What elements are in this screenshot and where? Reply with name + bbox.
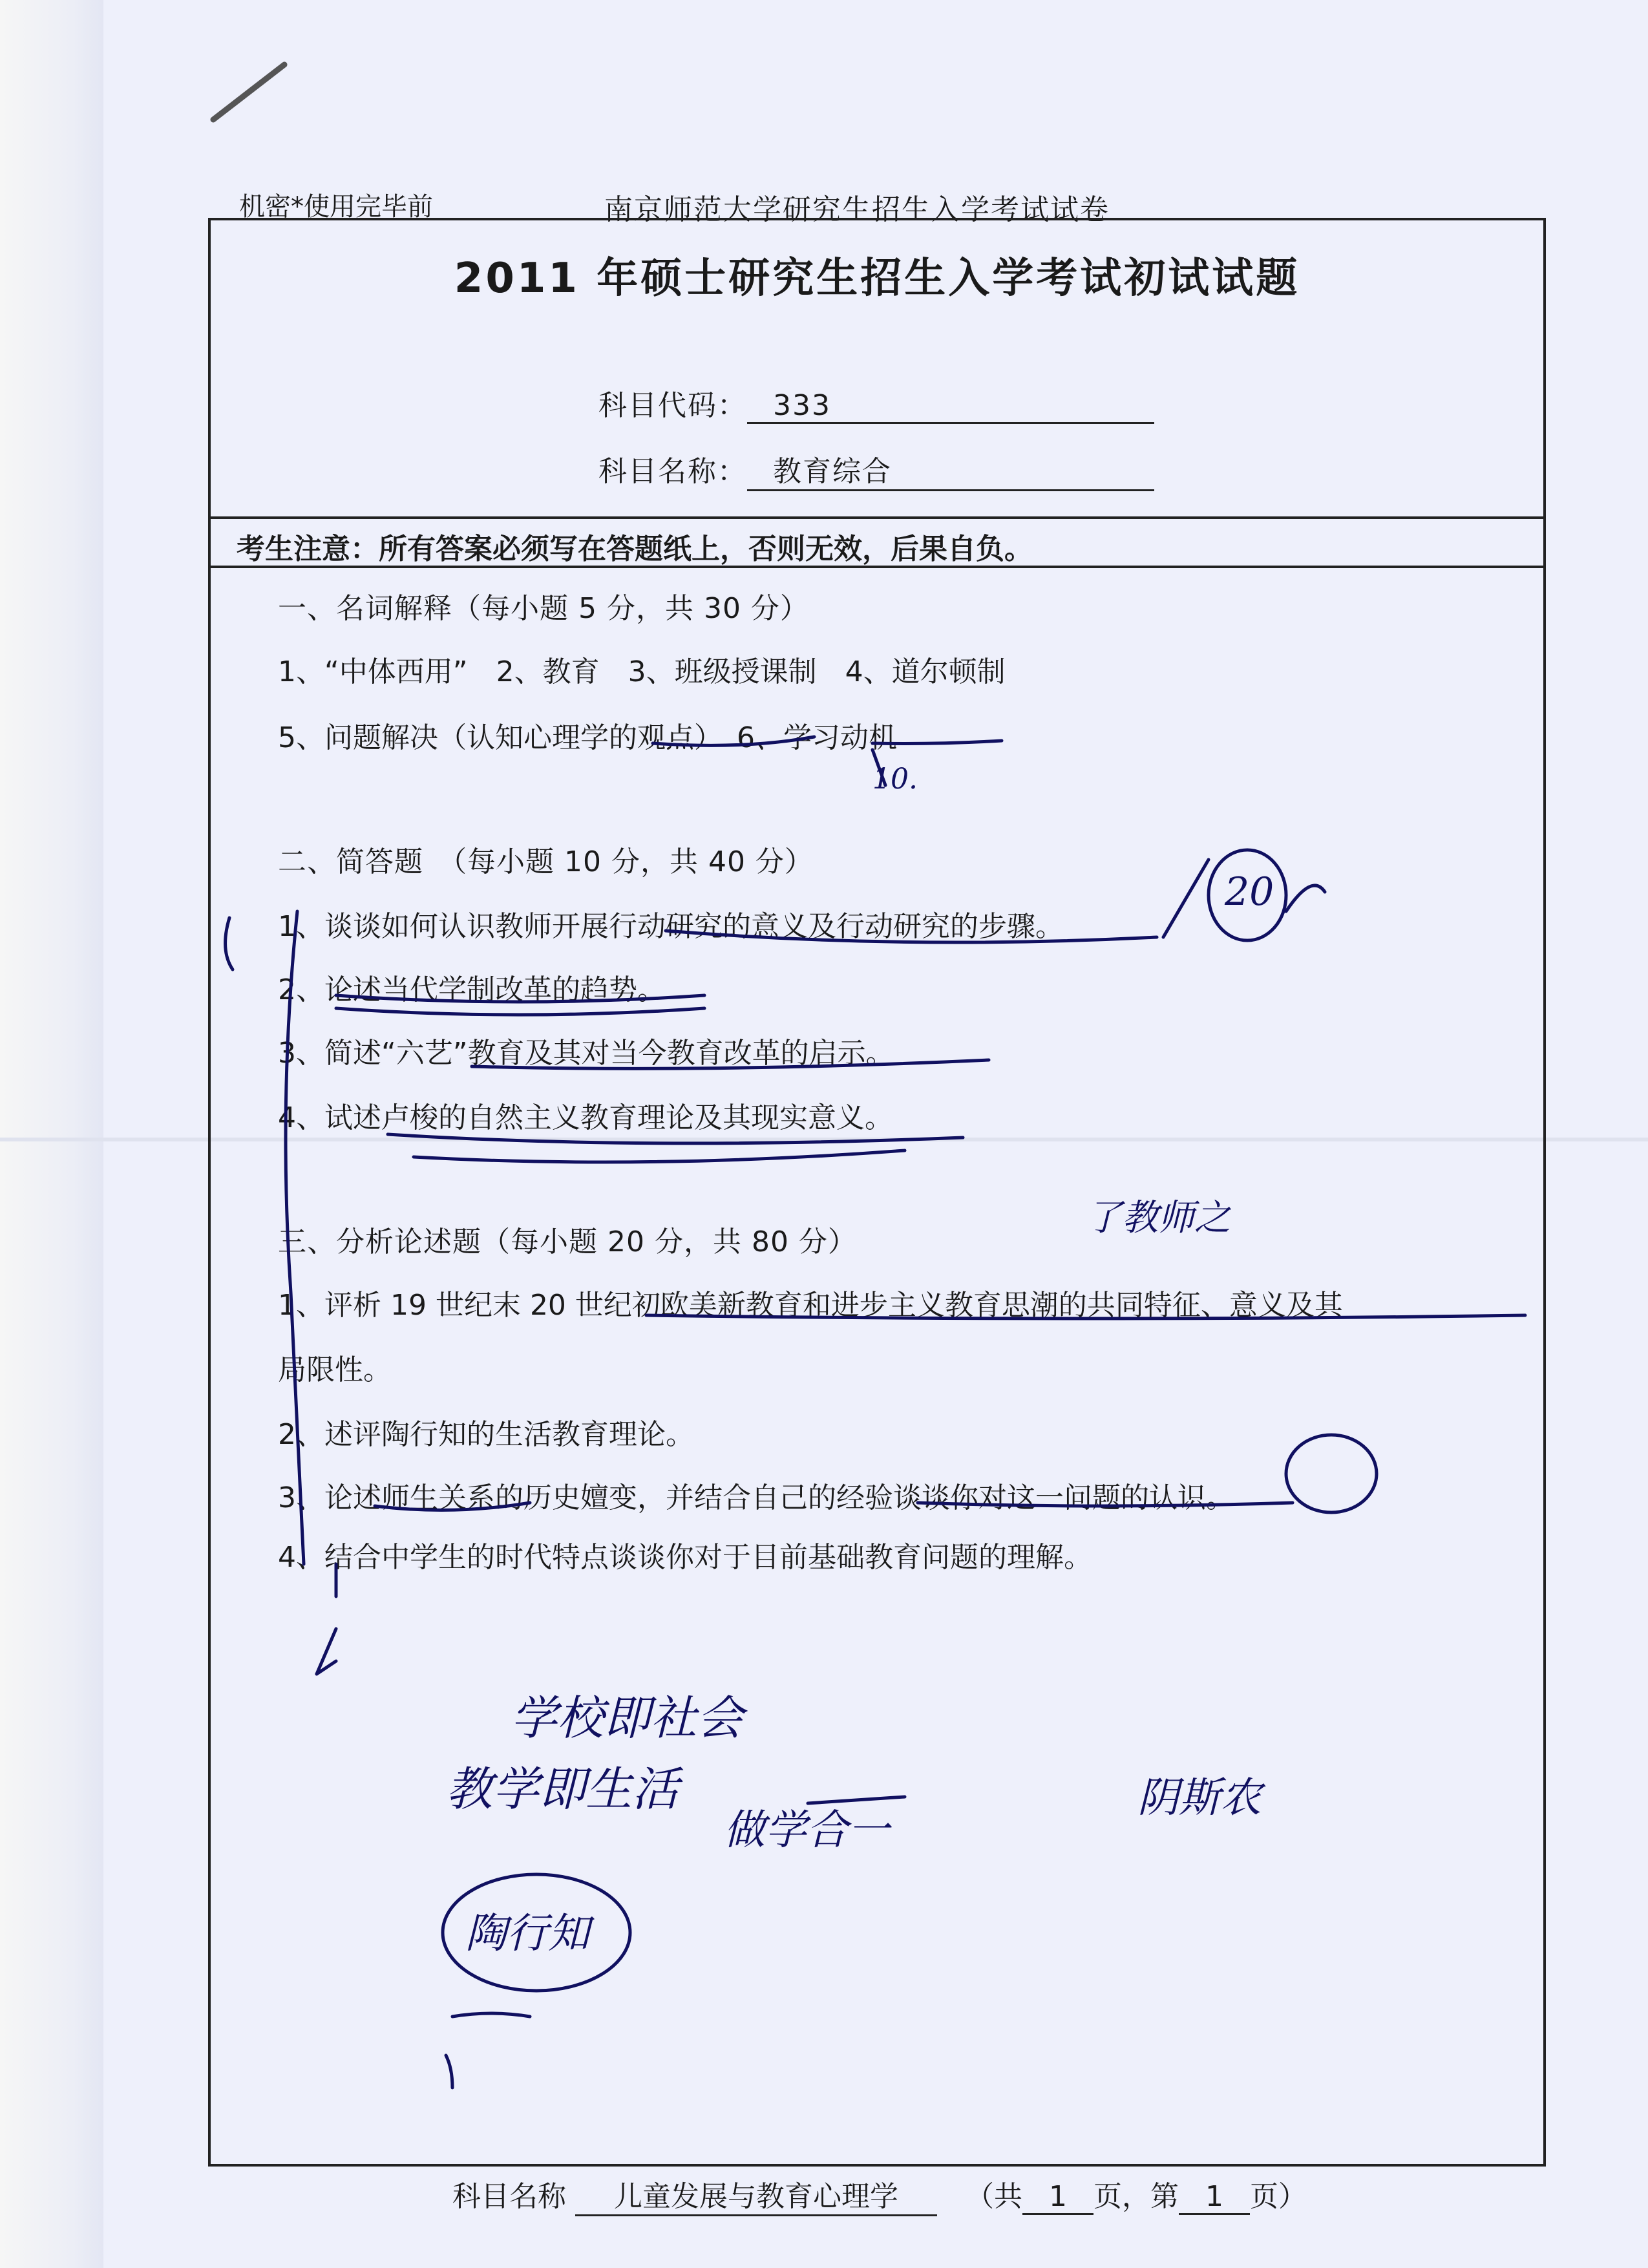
section-2-title: 二、简答题 （每小题 10 分，共 40 分） [278, 845, 814, 878]
footer-total-pages: 1 [1022, 2180, 1093, 2215]
footer-subject-name: 儿童发展与教育心理学 [575, 2173, 937, 2216]
footer-current-page: 1 [1179, 2180, 1250, 2215]
handwritten-note-5: 陶行知 [465, 1910, 589, 1958]
section-2-q3: 3、简述“六艺”教育及其对当今教育改革的启示。 [278, 1037, 894, 1070]
subject-name-label: 科目名称： [598, 455, 747, 488]
subject-name-value: 教育综合 [747, 448, 1154, 491]
exam-notice: 考生注意：所有答案必须写在答题纸上，否则无效，后果自负。 [211, 516, 1543, 568]
university-header: 南京师范大学研究生招生入学考试试卷 [604, 193, 1110, 226]
section-1-title: 一、名词解释（每小题 5 分，共 30 分） [278, 592, 809, 625]
handwritten-note-3: 学校即社会 [511, 1691, 744, 1745]
handwritten-note-6: 做学合一 [724, 1807, 889, 1854]
section-3-q1-cont: 局限性。 [278, 1353, 392, 1386]
section-3-q4: 4、结合中学生的时代特点谈谈你对于目前基础教育问题的理解。 [278, 1541, 1092, 1574]
section-1-line-2: 5、问题解决（认知心理学的观点） 6、学习动机 [278, 721, 897, 754]
handwritten-note-10: 10. [872, 763, 918, 796]
handwritten-note-side: 了教师之 [1086, 1197, 1231, 1239]
section-1-line-1: 1、“中体西用” 2、教育 3、班级授课制 4、道尔顿制 [278, 655, 1006, 688]
section-3-q1: 1、评析 19 世纪末 20 世纪初欧美新教育和进步主义教育思潮的共同特征、意义及其 [278, 1289, 1343, 1322]
handwritten-note-7: 阴斯农 [1137, 1774, 1262, 1822]
subject-code-value: 333 [747, 389, 1154, 424]
footer-subject-label: 科目名称 [452, 2180, 566, 2213]
footer-pages-suffix: 页） [1250, 2180, 1307, 2213]
section-2-q2: 2、论述当代学制改革的趋势。 [278, 973, 666, 1006]
handwritten-note-20: 20 [1225, 869, 1274, 915]
handwritten-note-4: 教学即生活 [446, 1762, 679, 1816]
section-2-q1: 1、谈谈如何认识教师开展行动研究的意义及行动研究的步骤。 [278, 910, 1064, 943]
section-2-q4: 4、试述卢梭的自然主义教育理论及其现实意义。 [278, 1101, 893, 1134]
exam-title: 2011 年硕士研究生招生入学考试初试试题 [454, 255, 1300, 302]
section-3-q2: 2、述评陶行知的生活教育理论。 [278, 1418, 694, 1451]
confidential-label: 机密*使用完毕前 [239, 192, 433, 222]
section-3-title: 三、分析论述题（每小题 20 分，共 80 分） [278, 1225, 857, 1258]
footer-pages-mid: 页，第 [1093, 2180, 1179, 2213]
subject-code-label: 科目代码： [598, 389, 747, 422]
section-3-q3: 3、论述师生关系的历史嬗变，并结合自己的经验谈谈你对这一问题的认识。 [278, 1481, 1234, 1514]
footer-pages-prefix: （共 [966, 2180, 1022, 2213]
